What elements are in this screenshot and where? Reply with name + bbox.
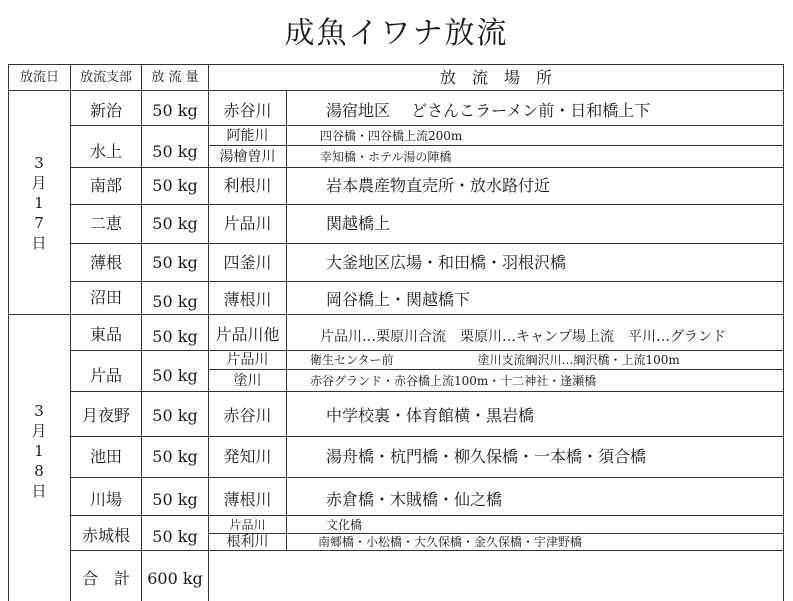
place-cell: 幸知橋・ホテル湯の陣橋: [320, 149, 452, 164]
date-group-2: 3 月 1 8 日: [31, 402, 47, 500]
header-branch: 放流支部: [79, 70, 132, 85]
header-place: 放 流 場 所: [439, 67, 552, 87]
amount-cell: 50 kg: [152, 142, 198, 161]
place-cell: 四谷橋・四谷橋上流200m: [320, 128, 463, 143]
branch-cell: 川場: [89, 490, 122, 509]
amount-cell: 50 kg: [152, 327, 198, 346]
river-cell: 湯檜曽川: [219, 148, 276, 165]
place-cell: 岩本農産物直売所・放水路付近: [326, 176, 551, 195]
col-rule-river: [286, 91, 287, 551]
row-rule: [70, 391, 784, 392]
date-group-1: 3 月 1 7 日: [31, 154, 47, 252]
place-cell: 片品川…栗原川合流 栗原川…キャンプ場上流 平川…グランド: [320, 329, 726, 345]
river-cell: 片品川他: [215, 325, 280, 344]
branch-cell: 新治: [89, 100, 122, 120]
amount-cell: 50 kg: [152, 447, 198, 466]
amount-cell: 50 kg: [152, 490, 198, 509]
row-rule: [70, 550, 784, 551]
frame-left: [8, 64, 9, 601]
branch-cell: 水上: [89, 142, 122, 161]
river-cell: 発知川: [223, 447, 272, 466]
branch-cell: 池田: [89, 447, 122, 466]
branch-cell: 赤城根: [81, 526, 130, 545]
amount-cell: 50 kg: [152, 176, 198, 195]
row-rule: [208, 145, 784, 146]
branch-cell: 南部: [89, 176, 122, 195]
branch-cell: 沼田: [89, 288, 122, 307]
amount-cell: 50 kg: [152, 406, 198, 425]
branch-cell: 東品: [89, 325, 122, 344]
branch-cell: 薄根: [89, 252, 122, 272]
amount-cell: 50 kg: [152, 252, 198, 272]
total-amount: 600 kg: [147, 569, 203, 588]
place-cell: 湯舟橋・杭門橋・柳久保橋・一本橋・須合橋: [326, 447, 647, 466]
row-rule: [70, 281, 784, 282]
river-cell: 赤谷川: [223, 406, 272, 425]
river-cell: 片品川: [226, 352, 269, 368]
place-cell: 南郷橋・小松橋・大久保橋・金久保橋・宇津野橋: [318, 535, 583, 549]
place-cell: 湯宿地区 どさんこラーメン前・日和橋上下: [326, 100, 651, 120]
branch-cell: 二恵: [89, 214, 122, 233]
river-cell: 塗川: [233, 372, 262, 389]
place-cell: 赤谷グランド・赤谷橋上流100m・十二神社・逢瀬橋: [310, 373, 597, 388]
river-cell: 赤谷川: [223, 100, 272, 120]
river-cell: 阿能川: [226, 127, 269, 144]
river-cell: 薄根川: [223, 290, 272, 309]
river-cell: 利根川: [223, 176, 272, 195]
row-rule: [70, 477, 784, 478]
place-cell: 衛生センター前 塗川支流綱沢川…綱沢橋・上流100m: [310, 353, 680, 367]
place-cell: 文化橋: [326, 517, 363, 532]
river-cell: 片品川: [229, 517, 266, 532]
branch-cell: 片品: [89, 366, 122, 385]
river-cell: 薄根川: [223, 490, 272, 509]
header-amount: 放 流 量: [151, 70, 199, 85]
amount-cell: 50 kg: [152, 100, 198, 120]
place-cell: 岡谷橋上・関越橋下: [326, 290, 471, 309]
amount-cell: 50 kg: [152, 214, 198, 233]
header-rule: [8, 90, 784, 91]
river-cell: 片品川: [223, 214, 272, 233]
amount-cell: 50 kg: [152, 527, 198, 546]
place-cell: 中学校裏・体育館横・黒岩橋: [326, 406, 535, 425]
amount-cell: 50 kg: [152, 292, 198, 311]
header-date: 放流日: [19, 70, 59, 85]
branch-cell: 月夜野: [81, 406, 130, 425]
place-cell: 赤倉橋・木賊橋・仙之橋: [326, 490, 503, 509]
place-cell: 大釜地区広場・和田橋・羽根沢橋: [326, 252, 567, 272]
amount-cell: 50 kg: [152, 366, 198, 385]
river-cell: 四釜川: [223, 252, 272, 272]
total-label: 合 計: [81, 569, 130, 588]
river-cell: 根利川: [226, 534, 269, 550]
page-title: 成魚イワナ放流: [284, 16, 509, 51]
place-cell: 関越橋上: [326, 214, 391, 233]
